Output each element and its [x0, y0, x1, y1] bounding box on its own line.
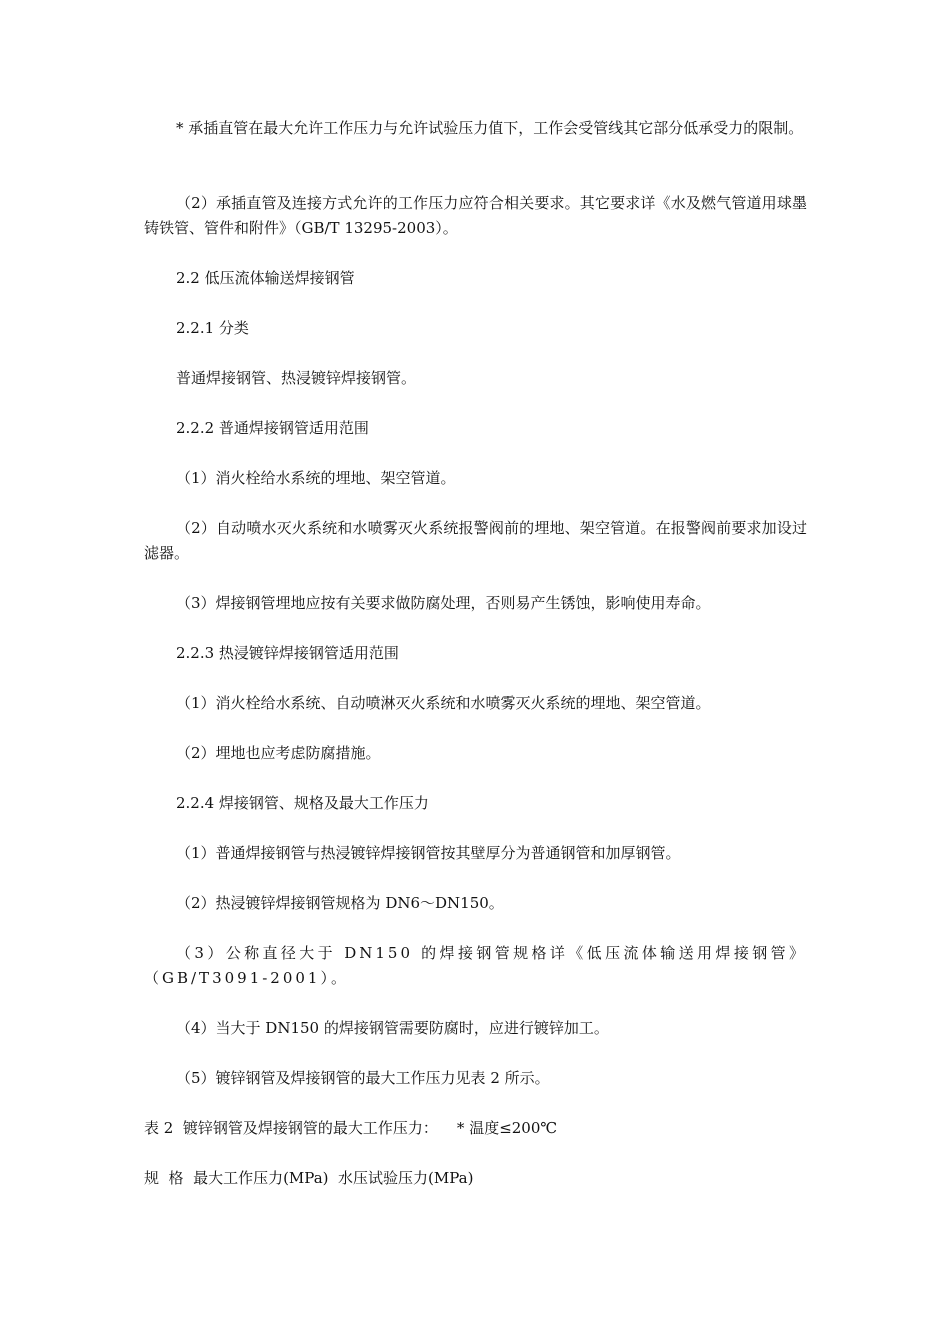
subsection-heading-2-2-1: 2.2.1 分类 — [176, 319, 249, 337]
section-heading-2-2: 2.2 低压流体输送焊接钢管 — [176, 269, 355, 287]
note-paragraph: * 承插直管在最大允许工作压力与允许试验压力值下，工作会受管线其它部分低承受力的限制。 — [176, 119, 804, 137]
paragraph-pressure-requirement: （2）承插直管及连接方式允许的工作压力应符合相关要求。其它要求详《水及燃气管道用球墨铸铁管、管件和附件》（GB/T 13295-2003）。 — [144, 194, 807, 237]
list-item-2-2-3-2: （2）埋地也应考虑防腐措施。 — [176, 744, 381, 762]
list-item-2-2-2-1: （1）消火栓给水系统的埋地、架空管道。 — [176, 469, 456, 487]
list-item-2-2-4-5: （5）镀锌钢管及焊接钢管的最大工作压力见表 2 所示。 — [176, 1069, 550, 1087]
subsection-heading-2-2-3: 2.2.3 热浸镀锌焊接钢管适用范围 — [176, 644, 399, 662]
list-item-2-2-2-3: （3）焊接钢管埋地应按有关要求做防腐处理，否则易产生锈蚀，影响使用寿命。 — [176, 594, 711, 612]
table-header-row: 规 格 最大工作压力(MPa) 水压试验压力(MPa) — [144, 1169, 474, 1187]
list-item-2-2-4-3: （3）公称直径大于 DN150 的焊接钢管规格详《低压流体输送用焊接钢管》（GB/T3091-2001）。 — [144, 944, 807, 987]
list-item-2-2-4-1: （1）普通焊接钢管与热浸镀锌焊接钢管按其壁厚分为普通钢管和加厚钢管。 — [176, 844, 681, 862]
paragraph-classification: 普通焊接钢管、热浸镀锌焊接钢管。 — [176, 369, 417, 387]
subsection-heading-2-2-4: 2.2.4 焊接钢管、规格及最大工作压力 — [176, 794, 429, 812]
list-item-2-2-4-4: （4）当大于 DN150 的焊接钢管需要防腐时，应进行镀锌加工。 — [176, 1019, 609, 1037]
list-item-2-2-4-2: （2）热浸镀锌焊接钢管规格为 DN6～DN150。 — [176, 894, 504, 912]
table-caption: 表 2 镀锌钢管及焊接钢管的最大工作压力： * 温度≤200℃ — [144, 1119, 558, 1137]
subsection-heading-2-2-2: 2.2.2 普通焊接钢管适用范围 — [176, 419, 369, 437]
list-item-2-2-3-1: （1）消火栓给水系统、自动喷淋灭火系统和水喷雾灭火系统的埋地、架空管道。 — [176, 694, 711, 712]
list-item-2-2-2-2: （2）自动喷水灭火系统和水喷雾灭火系统报警阀前的埋地、架空管道。在报警阀前要求加设过滤器。 — [144, 519, 807, 562]
